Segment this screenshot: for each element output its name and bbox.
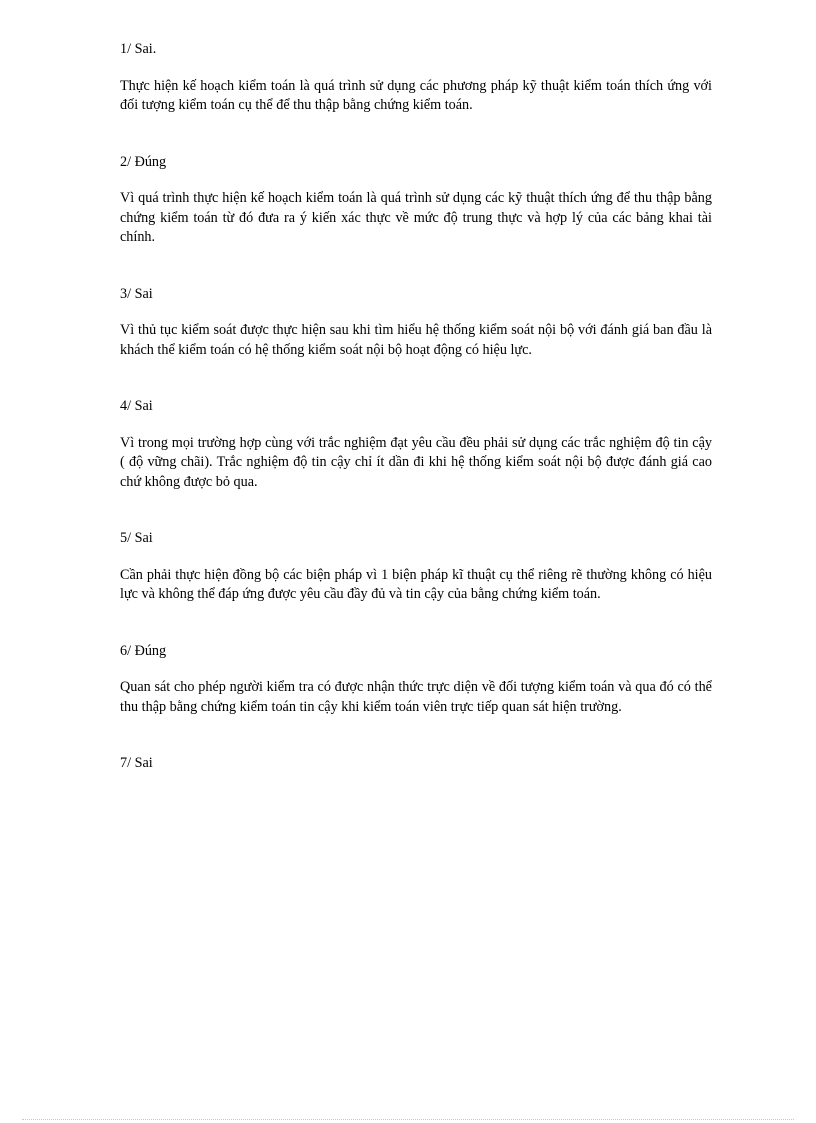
answer-heading: 1/ Sai. <box>120 41 157 57</box>
answer-section-6 <box>120 642 712 718</box>
section-spacer <box>120 717 712 754</box>
answer-section-3 <box>120 285 712 361</box>
answer-heading: 7/ Sai <box>120 755 153 771</box>
answer-section-5 <box>120 529 712 605</box>
section-spacer <box>120 248 712 285</box>
answer-section-1 <box>120 40 712 116</box>
answer-explanation: Quan sát cho phép người kiểm tra có được nhận thức trực diện về đối tượng kiểm toán và qua đó có thể thu thập bằng chứng kiểm toán tin cậy khi kiểm toán viên trực tiếp quan sát hiện trường. <box>120 679 712 715</box>
answer-section-4 <box>120 397 712 492</box>
answer-heading: 6/ Đúng <box>120 642 167 659</box>
answer-section-2 <box>120 153 712 248</box>
section-spacer <box>120 492 712 529</box>
answer-explanation: Vì quá trình thực hiện kế hoạch kiểm toán là quá trình sử dụng các kỹ thuật thích ứng để thu thập bằng chứng kiểm toán từ đó đưa ra ý kiến xác thực về mức độ trung thực và hợp lý của các bảng khai tài chính. <box>120 190 712 245</box>
answer-explanation: Cần phải thực hiện đồng bộ các biện pháp vì 1 biện pháp kĩ thuật cụ thể riêng rẽ thường không có hiệu lực và không thể đáp ứng được yêu cầu đầy đủ và tin cậy của bằng chứng kiểm toán. <box>120 566 712 602</box>
document-content <box>120 40 712 774</box>
section-spacer <box>120 605 712 642</box>
answer-explanation: Thực hiện kế hoạch kiểm toán là quá trình sử dụng các phương pháp kỹ thuật kiểm toán thích ứng với đối tượng kiểm toán cụ thể để thu thập bằng chứng kiểm toán. <box>120 77 712 113</box>
section-spacer <box>120 116 712 153</box>
answer-heading: 3/ Sai <box>120 285 153 302</box>
page-bottom-divider <box>22 1119 794 1120</box>
answer-heading: 2/ Đúng <box>120 153 167 170</box>
answer-heading: 5/ Sai <box>120 530 153 546</box>
answer-section-7 <box>120 754 712 774</box>
answer-heading: 4/ Sai <box>120 398 153 414</box>
section-spacer <box>120 360 712 397</box>
answer-explanation: Vì thủ tục kiểm soát được thực hiện sau khi tìm hiểu hệ thống kiểm soát nội bộ với đánh giá ban đầu là khách thể kiểm toán có hệ thống kiểm soát nội bộ hoạt động có hiệu lực. <box>120 322 712 358</box>
answer-explanation: Vì trong mọi trường hợp cùng với trắc nghiệm đạt yêu cầu đều phải sử dụng các trắc nghiệm độ tin cậy ( độ vững chãi). Trắc nghiệm độ tin cậy chỉ ít dần đi khi hệ thống kiểm soát nội bộ được đánh giá cao chứ không được bỏ qua. <box>120 434 712 490</box>
